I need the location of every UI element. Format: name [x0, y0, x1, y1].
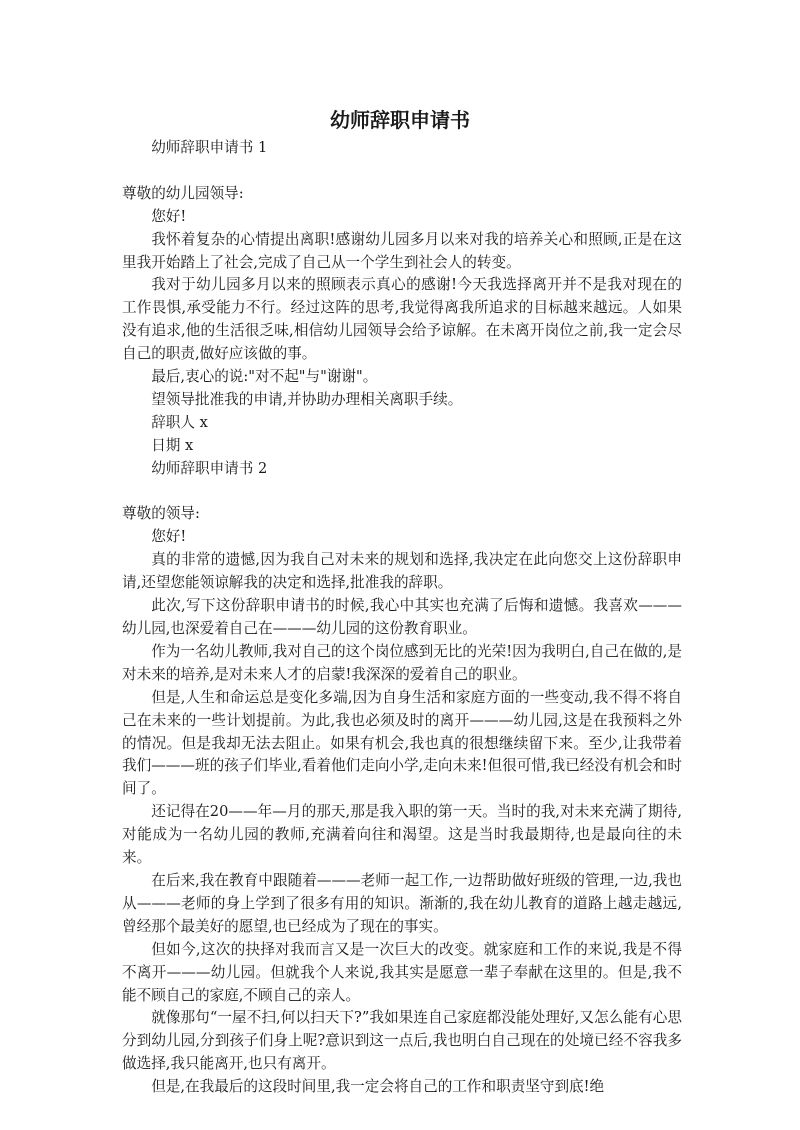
letter-1-signer: 辞职人 x: [151, 413, 208, 431]
letter-2-paragraph: 此次,写下这份辞职申请书的时候,我心中其实也充满了后悔和遗憾。我喜欢———幼儿园,也深爱着自己在———幼儿园的这份教育职业。: [122, 597, 682, 637]
letter-2-paragraph: 但是,人生和命运总是变化多端,因为自身生活和家庭方面的一些变动,我不得不将自己在未来的一些计划提前。为此,我也必须及时的离开———幼儿园,这是在我预料之外的情况。但是我却无法去阻止。如果有机会,我也真的很想继续留下来。至少,让我带着我们———班的孩子们毕业,看着他们走向小学,走向未来!但很可惜,我已经没有机会和时间了。: [122, 688, 682, 798]
letter-2-salutation: 尊敬的领导:: [122, 505, 200, 523]
letter-1-salutation: 尊敬的幼儿园领导:: [122, 184, 244, 202]
letter-2-paragraph: 真的非常的遗憾,因为我自己对未来的规划和选择,我决定在此向您交上这份辞职申请,还望您能领谅解我的决定和选择,批准我的辞职。: [122, 551, 682, 592]
blank-line: [122, 481, 682, 504]
letter-1-paragraph: 最后,衷心的说:"对不起"与"谢谢"。: [151, 368, 378, 386]
blank-line: [122, 160, 682, 183]
letter-1-greeting: 您好!: [151, 207, 187, 225]
letter-2-paragraph: 就像那句“一屋不扫,何以扫天下?”我如果连自己家庭都没能处理好,又怎么能有心思分到幼儿园,分到孩子们身上呢?意识到这一点后,我也明白自己现在的处境已经不容我多做选择,我只能离开,也只有离开。: [122, 1009, 682, 1073]
letter-2-paragraph: 但是,在我最后的这段时间里,我一定会将自己的工作和职责坚守到底!绝: [151, 1078, 605, 1096]
letter-1-heading: 幼师辞职申请书 1: [151, 139, 268, 156]
letter-2-heading: 幼师辞职申请书 2: [151, 459, 268, 477]
letter-1-date: 日期 x: [151, 436, 194, 454]
letter-1-paragraph: 我对于幼儿园多月以来的照顾表示真心的感谢!今天我选择离开并不是我对现在的工作畏惧,承受能力不行。经过这阵的思考,我觉得离我所追求的目标越来越远。人如果没有追求,他的生活很乏味,相信幼儿园领导会给予谅解。在未离开岗位之前,我一定会尽自己的职责,做好应该做的事。: [122, 276, 682, 363]
letter-1-paragraph: 望领导批准我的申请,并协助办理相关离职手续。: [151, 390, 463, 408]
document-body: [122, 137, 682, 1099]
letter-2-paragraph: 还记得在20——年—月的那天,那是我入职的第一天。当时的我,对未来充满了期待,对能成为一名幼儿园的教师,充满着向往和渴望。这是当时我最期待,也是最向往的未来。: [122, 803, 682, 867]
document-title: 幼师辞职申请书: [330, 108, 470, 132]
letter-2-greeting: 您好!: [151, 528, 187, 546]
letter-2-paragraph: 在后来,我在教育中跟随着———老师一起工作,一边帮助做好班级的管理,一边,我也从———老师的身上学到了很多有用的知识。渐渐的,我在幼儿教育的道路上越走越远,曾经那个最美好的愿望,也已经成为了现在的事实。: [122, 871, 682, 935]
letter-2-paragraph: 作为一名幼儿教师,我对自己的这个岗位感到无比的光荣!因为我明白,自己在做的,是对未来的培养,是对未来人才的启蒙!我深深的爱着自己的职业。: [122, 642, 682, 683]
letter-1-paragraph: 我怀着复杂的心情提出离职!感谢幼儿园多月以来对我的培养关心和照顾,正是在这里我开始踏上了社会,完成了自己从一个学生到社会人的转变。: [122, 230, 682, 271]
letter-2-paragraph: 但如今,这次的抉择对我而言又是一次巨大的改变。就家庭和工作的来说,我是不得不离开———幼儿园。但就我个人来说,我其实是愿意一辈子奉献在这里的。但是,我不能不顾自己的家庭,不顾自己的亲人。: [122, 940, 682, 1004]
